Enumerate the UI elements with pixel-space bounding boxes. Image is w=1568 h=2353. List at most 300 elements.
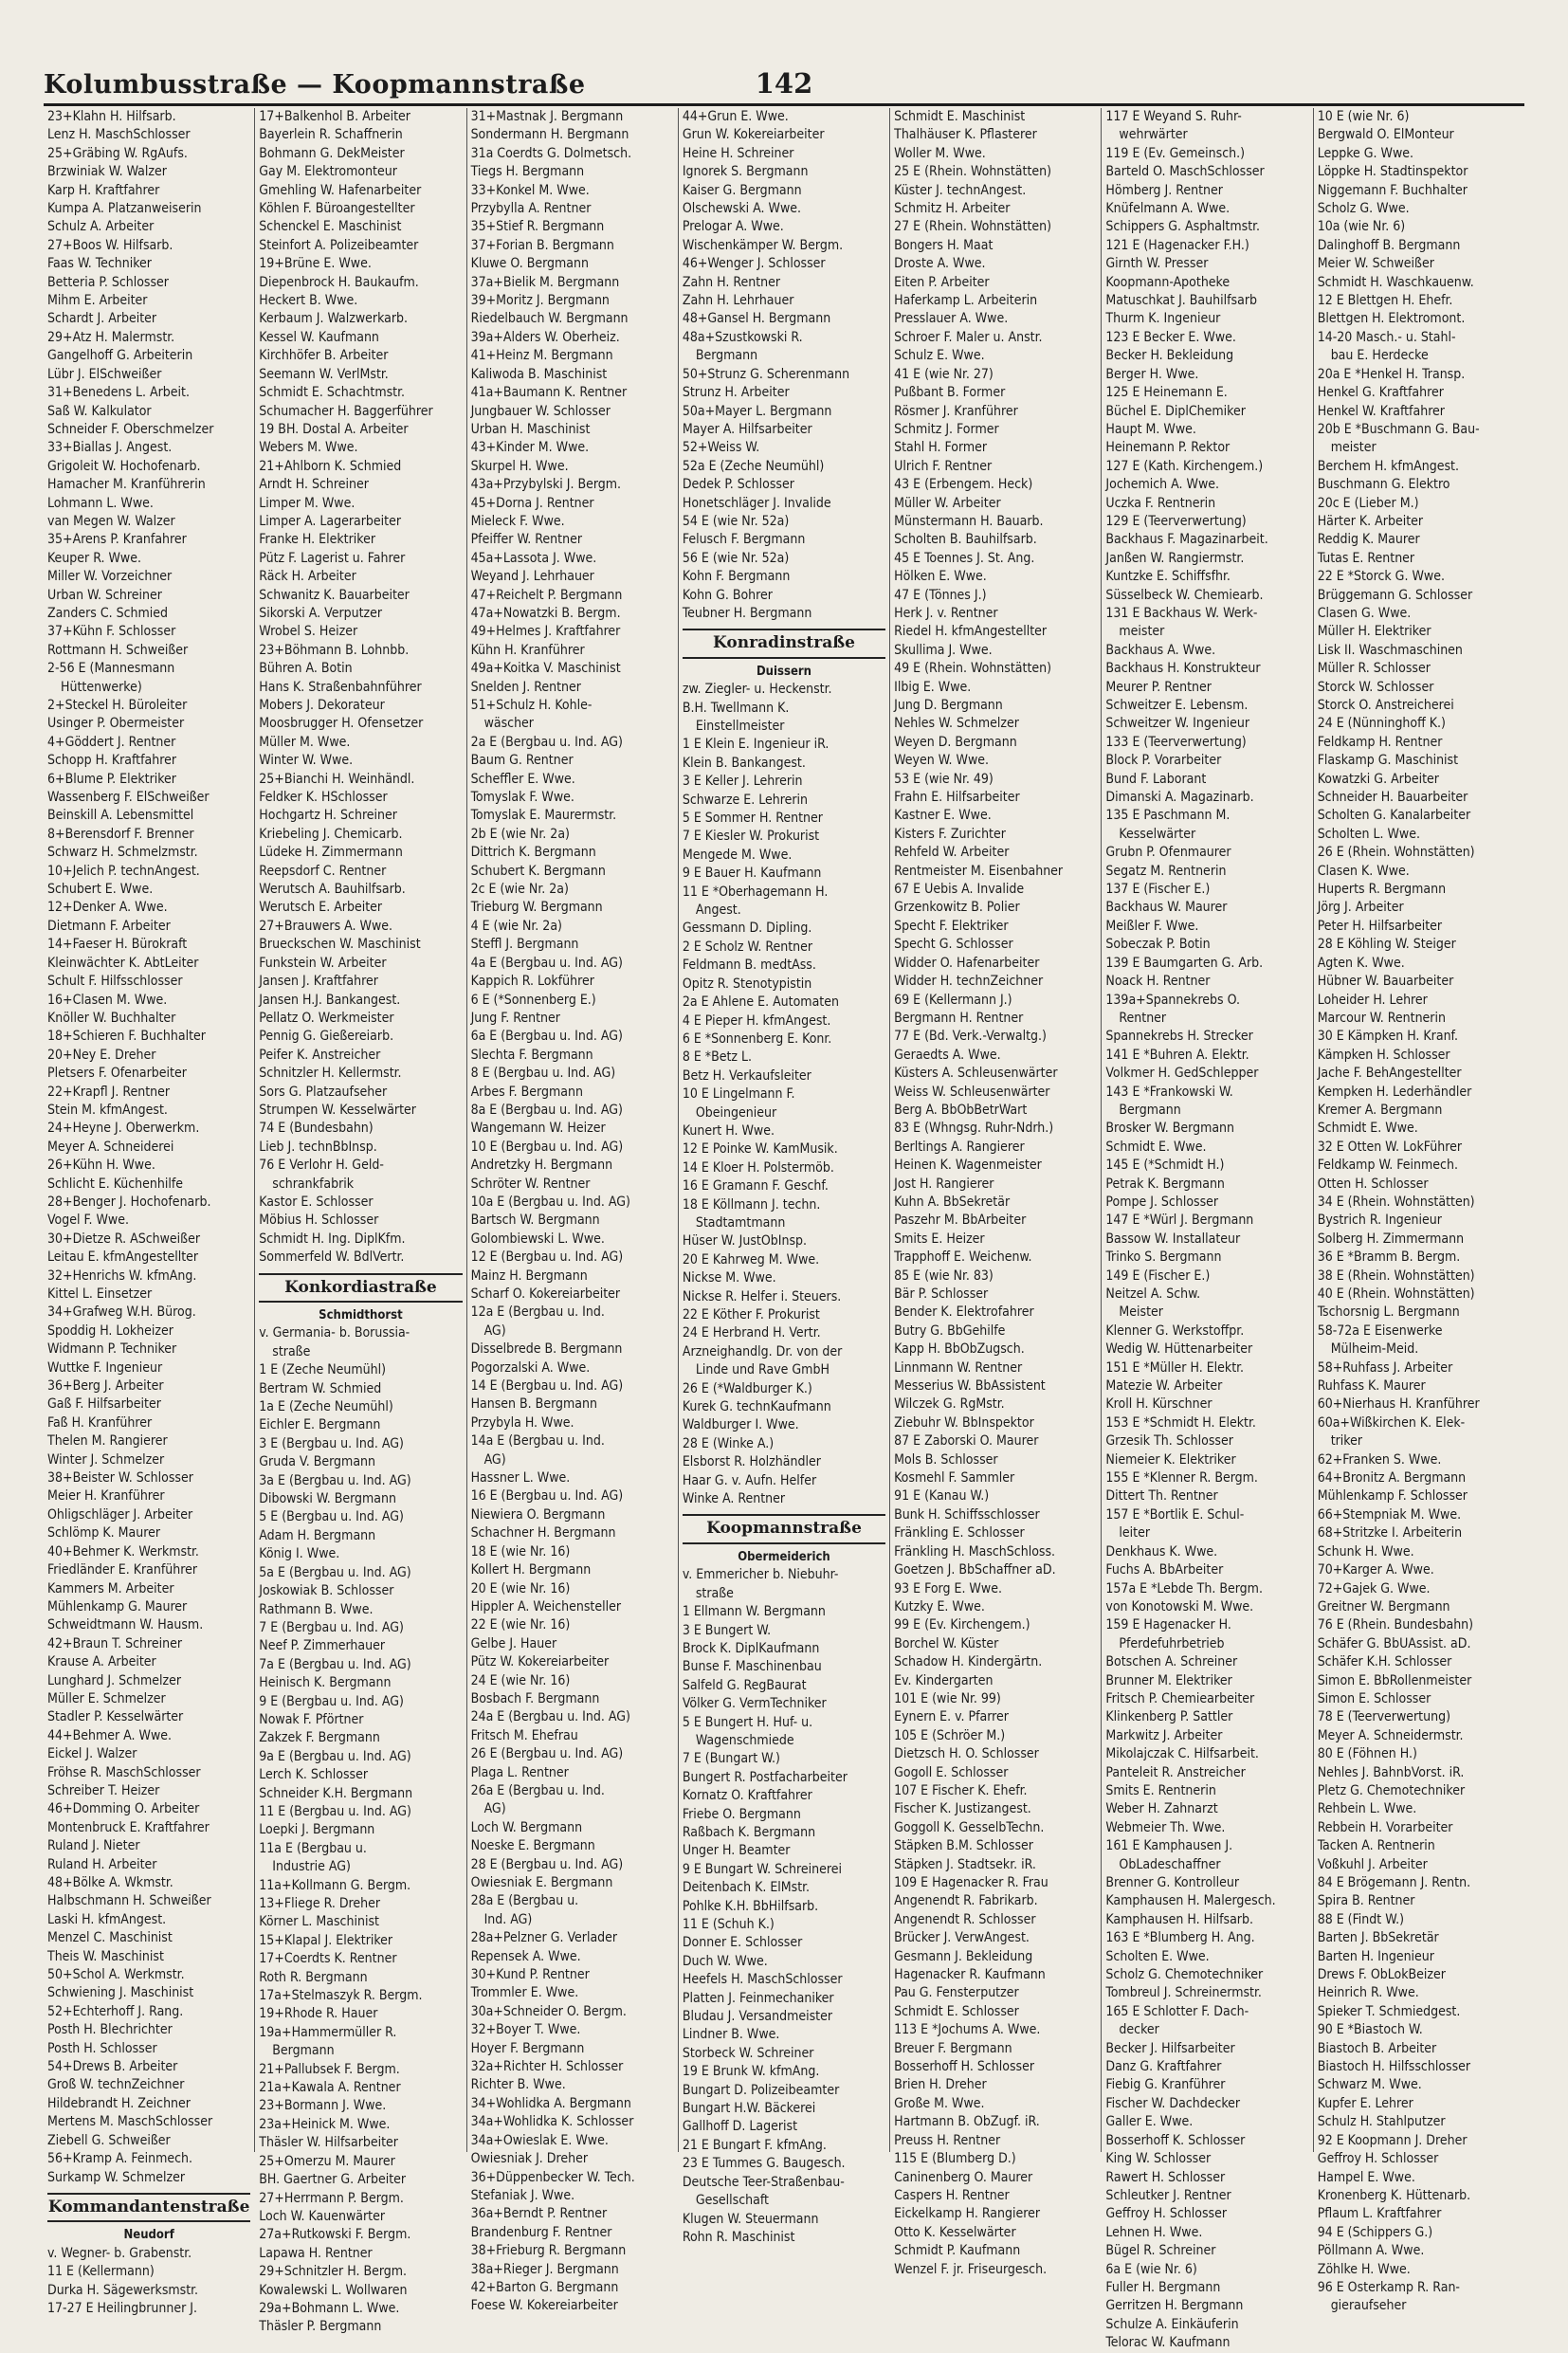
resident-entry: Schwarz H. Schmelzmstr.: [47, 845, 198, 861]
resident-entry: 60+Nierhaus H. Kranführer: [1317, 1396, 1480, 1413]
resident-entry: 109 E Hagenacker R. Frau: [894, 1875, 1048, 1890]
resident-entry: Schnitzler H. Kellermstr.: [259, 1066, 402, 1082]
resident-entry: Zöhlke H. Wwe.: [1317, 2261, 1411, 2277]
resident-entry: Skullima J. Wwe.: [894, 642, 993, 658]
resident-entry: 23a+Heinick M. Wwe.: [259, 2116, 391, 2132]
resident-entry: 23 E Tummes G. Baugesch.: [682, 2156, 846, 2172]
resident-entry: Fiebig G. Kranführer: [1105, 2077, 1226, 2093]
resident-entry: Friebe O. Bergmann: [682, 1806, 801, 1822]
resident-entry: Haferkamp L. Arbeiterin: [894, 293, 1038, 309]
resident-entry: 19 BH. Dostal A. Arbeiter: [259, 421, 409, 437]
resident-entry: Thurm K. Ingenieur: [1105, 311, 1221, 327]
resident-entry: Hildebrandt H. Zeichner: [47, 2095, 191, 2111]
resident-entry: Kohn G. Bohrer: [682, 587, 773, 603]
resident-entry: Löppke H. Stadtinspektor: [1317, 164, 1468, 180]
resident-entry: 85 E (wie Nr. 83): [894, 1268, 994, 1284]
resident-entry: Tomyslak E. Maurermstr.: [470, 808, 617, 824]
resident-entry: 31a Coerdts G. Dolmetsch.: [470, 145, 632, 161]
resident-entry: Preuss H. Rentner: [894, 2132, 1001, 2148]
resident-entry: Bender K. Elektrofahrer: [894, 1304, 1034, 1321]
resident-entry: Stäpken B.M. Schlosser: [894, 1838, 1033, 1854]
resident-entry: 29+Atz H. Malermstr.: [47, 329, 175, 345]
resident-entry: Lindner B. Wwe.: [682, 2027, 780, 2043]
resident-entry: 70+Karger A. Wwe.: [1317, 1562, 1434, 1578]
resident-entry: Tomyslak F. Wwe.: [470, 790, 574, 806]
resident-entry: 23+Böhmann B. Lohnbb.: [259, 642, 410, 658]
resident-entry: 19+Brüne E. Wwe.: [259, 256, 372, 272]
resident-entry: Biastoch H. Hilfsschlosser: [1317, 2059, 1471, 2075]
resident-entry: 27 E (Rhein. Wohnstätten): [894, 219, 1052, 235]
resident-entry: 28a E (Bergbau u.: [470, 1893, 579, 1909]
resident-entry: Stefaniak J. Wwe.: [470, 2187, 575, 2203]
resident-entry: Skurpel H. Wwe.: [470, 458, 569, 474]
resident-entry: Meißler F. Wwe.: [1105, 918, 1199, 934]
resident-entry: 11 E (Schuh K.): [682, 1917, 775, 1932]
resident-entry: Schopp H. Kraftfahrer: [47, 753, 177, 769]
resident-entry: Brenner G. Kontrolleur: [1105, 1875, 1239, 1890]
resident-entry: ObLadeschaffner: [1119, 1856, 1221, 1872]
resident-entry: Ziebell G. Schweißer: [47, 2132, 171, 2148]
resident-entry: 26+Kühn H. Wwe.: [47, 1158, 155, 1174]
resident-entry: Saß W. Kalkulator: [47, 403, 152, 419]
resident-entry: 26 E (Bergbau u. Ind. AG): [470, 1746, 624, 1762]
resident-entry: Volkmer H. GedSchlepper: [1105, 1066, 1259, 1082]
resident-entry: Backhaus F. Magazinarbeit.: [1105, 532, 1268, 548]
resident-entry: Stadler P. Kesselwärter: [47, 1709, 184, 1725]
resident-entry: Donner E. Schlosser: [682, 1935, 803, 1951]
resident-entry: 107 E Fischer K. Ehefr.: [894, 1782, 1028, 1798]
resident-entry: Slechta F. Bergmann: [470, 1047, 593, 1063]
resident-entry: 49 E (Rhein. Wohnstätten): [894, 661, 1052, 677]
resident-entry: Peter H. Hilfsarbeiter: [1317, 918, 1443, 934]
resident-entry: Surkamp W. Schmelzer: [47, 2169, 186, 2185]
resident-entry: 3a E (Bergbau u. Ind. AG): [259, 1472, 411, 1488]
resident-entry: wäscher: [483, 716, 534, 732]
resident-entry: Weyen W. Wwe.: [894, 753, 990, 769]
resident-entry: Meyer A. Schneiderei: [47, 1139, 174, 1155]
resident-entry: Funkstein W. Arbeiter: [259, 955, 387, 971]
resident-entry: Scholten E. Wwe.: [1105, 1948, 1210, 1964]
resident-entry: 157a E *Lebde Th. Bergm.: [1105, 1580, 1263, 1596]
resident-entry: Schmitz J. Former: [894, 421, 999, 437]
resident-entry: Smits E. Heizer: [894, 1231, 985, 1247]
resident-entry: 64+Bronitz A. Bergmann: [1317, 1470, 1467, 1487]
resident-entry: Marcour W. Rentnerin: [1317, 1010, 1446, 1026]
resident-entry: Sommerfeld W. BdlVertr.: [259, 1249, 405, 1266]
resident-entry: Mülheim-Meid.: [1330, 1341, 1419, 1358]
resident-entry: 3 E Bungert W.: [682, 1622, 772, 1638]
resident-entry: Bär P. Schlosser: [894, 1286, 989, 1302]
resident-entry: Hans K. Straßenbahnführer: [259, 679, 422, 695]
resident-entry: Dibowski W. Bergmann: [259, 1491, 396, 1507]
resident-entry: Zakzek F. Bergmann: [259, 1730, 380, 1746]
resident-entry: Schmidt E. Wwe.: [1105, 1139, 1207, 1155]
resident-entry: 115 E (Blumberg D.): [894, 2151, 1016, 2167]
resident-entry: Schneider H. Bauarbeiter: [1317, 790, 1468, 806]
resident-entry: 48a+Szustkowski R.: [682, 329, 803, 345]
resident-entry: 1a E (Zeche Neumühl): [259, 1399, 393, 1415]
resident-entry: Trinko S. Bergmann: [1105, 1249, 1222, 1266]
resident-entry: Barteld O. MaschSchlosser: [1105, 164, 1265, 180]
resident-entry: Baum G. Rentner: [470, 753, 574, 769]
resident-entry: meister: [1119, 624, 1165, 640]
resident-entry: Unger H. Beamter: [682, 1843, 791, 1859]
resident-entry: Loepki J. Bergmann: [259, 1822, 375, 1838]
resident-entry: Sobeczak P. Botin: [1105, 937, 1211, 953]
resident-entry: 5 E (Bergbau u. Ind. AG): [259, 1509, 404, 1525]
resident-entry: Becker J. Hilfsarbeiter: [1105, 2040, 1235, 2056]
resident-entry: Bassow W. Installateur: [1105, 1231, 1241, 1247]
resident-entry: Küsters A. Schleusenwärter: [894, 1066, 1058, 1082]
resident-entry: Jörg J. Arbeiter: [1317, 900, 1404, 916]
resident-entry: 12+Denker A. Wwe.: [47, 900, 168, 916]
column-6: [1102, 108, 1313, 2351]
resident-entry: 42+Barton G. Bergmann: [470, 2279, 619, 2295]
resident-entry: Kappich R. Lokführer: [470, 974, 594, 990]
resident-entry: Bügel R. Schreiner: [1105, 2243, 1216, 2259]
resident-entry: Elsborst R. Holzhändler: [682, 1454, 821, 1470]
resident-entry: 26 E (Rhein. Wohnstätten): [1317, 845, 1475, 861]
resident-entry: Urban H. Maschinist: [470, 421, 591, 437]
resident-entry: 4 E Pieper H. kfmAngest.: [682, 1012, 831, 1029]
resident-entry: Lohmann L. Wwe.: [47, 495, 154, 511]
resident-entry: Bühren A. Botin: [259, 661, 353, 677]
resident-entry: 14-20 Masch.- u. Stahl-: [1317, 329, 1456, 345]
resident-entry: 25+Omerzu M. Maurer: [259, 2153, 395, 2169]
resident-entry: 1 E Klein E. Ingenieur iR.: [682, 737, 830, 753]
resident-entry: Schmidt E. Maschinist: [894, 109, 1026, 124]
resident-entry: Wilczek G. RgMstr.: [894, 1396, 1005, 1413]
resident-entry: 48+Bölke A. Wkmstr.: [47, 1875, 173, 1890]
resident-entry: Bergmann: [1119, 1102, 1181, 1118]
resident-entry: Buschmann G. Elektro: [1317, 477, 1450, 493]
resident-entry: 131 E Backhaus W. Werk-: [1105, 605, 1258, 621]
resident-entry: 35+Stief R. Bergmann: [470, 219, 605, 235]
street-heading: Konradinstraße: [683, 629, 885, 658]
resident-entry: Storck W. Schlosser: [1317, 679, 1434, 695]
resident-entry: König I. Wwe.: [259, 1546, 340, 1562]
resident-entry: Schreiber T. Heizer: [47, 1782, 160, 1798]
resident-entry: Keuper R. Wwe.: [47, 550, 141, 566]
resident-entry: Opitz R. Stenotypistin: [682, 976, 812, 992]
resident-entry: 18 E (wie Nr. 16): [470, 1543, 571, 1560]
resident-entry: triker: [1330, 1433, 1363, 1450]
resident-entry: Gesellschaft: [695, 2193, 769, 2209]
resident-entry: Riedel H. kfmAngestellter: [894, 624, 1048, 640]
resident-entry: Eynern E. v. Pfarrer: [894, 1709, 1009, 1725]
resident-entry: 151 E *Müller H. Elektr.: [1105, 1359, 1245, 1376]
resident-entry: 24 E Herbrand H. Vertr.: [682, 1325, 821, 1341]
resident-entry: Müller E. Schmelzer: [47, 1690, 166, 1706]
resident-entry: Müller H. Elektriker: [1317, 624, 1431, 640]
resident-entry: Rentmeister M. Eisenbahner: [894, 863, 1064, 879]
resident-entry: Schneider K.H. Bergmann: [259, 1785, 413, 1801]
resident-entry: Kroll H. Kürschner: [1105, 1396, 1212, 1413]
resident-entry: Kerbaum J. Walzwerkarb.: [259, 311, 409, 327]
resident-entry: 90 E *Biastoch W.: [1317, 2022, 1423, 2038]
resident-entry: 87 E Zaborski O. Maurer: [894, 1433, 1039, 1450]
resident-entry: Hübner W. Bauarbeiter: [1317, 974, 1454, 990]
resident-entry: Breuer F. Bergmann: [894, 2040, 1012, 2056]
resident-entry: Stahl H. Former: [894, 440, 988, 456]
resident-entry: Lisk II. Waschmaschinen: [1317, 642, 1463, 658]
resident-entry: Hüser W. JustObInsp.: [682, 1233, 807, 1249]
resident-entry: Gallhoff D. Lagerist: [682, 2119, 798, 2135]
resident-entry: Seemann W. VerlMstr.: [259, 366, 389, 382]
resident-entry: 7 E (Bungart W.): [682, 1751, 780, 1767]
resident-entry: 21+Ahlborn K. Schmied: [259, 458, 402, 474]
resident-entry: 16+Clasen M. Wwe.: [47, 992, 168, 1008]
resident-entry: 26a E (Bergbau u. Ind.: [470, 1782, 605, 1798]
resident-entry: Solberg H. Zimmermann: [1317, 1231, 1465, 1247]
resident-entry: Berchem H. kfmAngest.: [1317, 458, 1459, 474]
resident-entry: Panteleit R. Anstreicher: [1105, 1764, 1246, 1780]
resident-entry: Wuttke F. Ingenieur: [47, 1359, 163, 1376]
resident-entry: Dimanski A. Magazinarb.: [1105, 790, 1254, 806]
resident-entry: Petrak K. Bergmann: [1105, 1176, 1225, 1192]
resident-entry: Scholz G. Wwe.: [1317, 201, 1410, 217]
resident-entry: 12 E (Bergbau u. Ind. AG): [470, 1249, 624, 1266]
resident-entry: Ev. Kindergarten: [894, 1672, 994, 1688]
resident-entry: 33+Biallas J. Angest.: [47, 440, 173, 456]
resident-entry: Weyen D. Bergmann: [894, 734, 1017, 750]
resident-entry: Strunz H. Arbeiter: [682, 385, 790, 401]
resident-entry: Schunk H. Wwe.: [1317, 1543, 1414, 1560]
resident-entry: Brücker J. VerwAngest.: [894, 1930, 1030, 1946]
resident-entry: Müller M. Wwe.: [259, 734, 351, 750]
resident-entry: Repensek A. Wwe.: [470, 1948, 581, 1964]
resident-entry: Körner L. Maschinist: [259, 1914, 379, 1930]
resident-entry: 8a E (Bergbau u. Ind. AG): [470, 1102, 623, 1118]
resident-entry: Lerch K. Schlosser: [259, 1767, 368, 1783]
resident-entry: leiter: [1119, 1525, 1151, 1541]
resident-entry: 26 E (*Waldburger K.): [682, 1380, 812, 1396]
resident-entry: 84 E Brögemann J. Rentn.: [1317, 1875, 1471, 1890]
resident-entry: Jost H. Rangierer: [894, 1176, 994, 1192]
resident-entry: Groß W. technZeichner: [47, 2077, 185, 2093]
resident-entry: Leppke G. Wwe.: [1317, 145, 1414, 161]
resident-entry: Zanders C. Schmied: [47, 605, 169, 621]
resident-entry: Schulz A. Arbeiter: [47, 219, 155, 235]
resident-entry: Räck H. Arbeiter: [259, 569, 356, 585]
resident-entry: Steffl J. Bergmann: [470, 937, 579, 953]
resident-entry: 67 E Uebis A. Invalide: [894, 882, 1025, 898]
resident-entry: Kuhn A. BbSekretär: [894, 1194, 1011, 1210]
resident-entry: Werutsch A. Bauhilfsarb.: [259, 882, 406, 898]
resident-entry: Rehfeld W. Arbeiter: [894, 845, 1010, 861]
resident-entry: Kronenberg K. Hüttenarb.: [1317, 2187, 1471, 2203]
resident-entry: Riedelbauch W. Bergmann: [470, 311, 629, 327]
resident-entry: Reddig K. Maurer: [1317, 532, 1420, 548]
resident-entry: Müller W. Arbeiter: [894, 495, 1001, 511]
resident-entry: Lapawa H. Rentner: [259, 2245, 373, 2261]
resident-entry: Spoddig H. Lokheizer: [47, 1322, 173, 1339]
resident-entry: Geffroy H. Schlosser: [1105, 2206, 1228, 2222]
resident-entry: Presslauer A. Wwe.: [894, 311, 1009, 327]
resident-entry: 10 E (wie Nr. 6): [1317, 109, 1410, 124]
resident-entry: Kastor E. Schlosser: [259, 1194, 374, 1210]
resident-entry: Mühlenkamp F. Schlosser: [1317, 1488, 1468, 1505]
resident-entry: Ruland J. Nieter: [47, 1838, 140, 1854]
resident-entry: 14 E Kloer H. Polstermöb.: [682, 1159, 834, 1176]
resident-entry: 28a+Pelzner G. Verlader: [470, 1930, 618, 1946]
resident-entry: 163 E *Blumberg H. Ang.: [1105, 1930, 1255, 1946]
resident-entry: Schmidt E. Schachtmstr.: [259, 385, 405, 401]
resident-entry: Caninenberg O. Maurer: [894, 2169, 1033, 2185]
resident-entry: Gerritzen H. Bergmann: [1105, 2298, 1244, 2314]
resident-entry: Ruhfass K. Maurer: [1317, 1378, 1426, 1395]
resident-entry: Golombiewski L. Wwe.: [470, 1231, 605, 1247]
resident-entry: Linnmann W. Rentner: [894, 1359, 1023, 1376]
resident-entry: 17+Coerdts K. Rentner: [259, 1951, 397, 1967]
street-heading: Kommandantenstraße: [47, 2193, 250, 2222]
resident-entry: Meyer A. Schneidermstr.: [1317, 1727, 1464, 1743]
resident-entry: Noeske E. Bergmann: [470, 1838, 595, 1854]
resident-entry: Pferdefuhrbetrieb: [1119, 1635, 1225, 1651]
resident-entry: 38a+Rieger J. Bergmann: [470, 2261, 619, 2277]
resident-entry: Weyand J. Lehrhauer: [470, 569, 594, 585]
resident-entry: Gelbe J. Hauer: [470, 1635, 557, 1651]
resident-entry: Hoyer F. Bergmann: [470, 2040, 585, 2056]
resident-entry: Otten H. Schlosser: [1317, 1176, 1429, 1192]
resident-entry: Härter K. Arbeiter: [1317, 513, 1424, 529]
resident-entry: Hansen B. Bergmann: [470, 1396, 597, 1413]
resident-entry: Tombreul J. Schreinermstr.: [1105, 1985, 1262, 2001]
resident-entry: Pletsers F. Ofenarbeiter: [47, 1066, 187, 1082]
resident-entry: Schlömp K. Maurer: [47, 1525, 160, 1541]
resident-entry: 27+Brauwers A. Wwe.: [259, 918, 393, 934]
resident-entry: 28 E (Winke A.): [682, 1435, 775, 1451]
resident-entry: Werutsch E. Arbeiter: [259, 900, 383, 916]
resident-entry: Jansen J. Kraftfahrer: [259, 974, 378, 990]
resident-entry: Botschen A. Schreiner: [1105, 1654, 1238, 1670]
resident-entry: Schweitzer E. Lebensm.: [1105, 698, 1249, 713]
resident-entry: Olschewski A. Wwe.: [682, 201, 802, 217]
resident-entry: Lieb J. technBbInsp.: [259, 1139, 377, 1155]
resident-entry: 38+Beister W. Schlosser: [47, 1470, 193, 1487]
resident-entry: 37a+Bielik M. Bergmann: [470, 274, 620, 290]
resident-entry: Bosserhoff K. Schlosser: [1105, 2132, 1246, 2148]
resident-entry: Brock K. DiplKaufmann: [682, 1640, 820, 1656]
resident-entry: 49+Helmes J. Kraftfahrer: [470, 624, 621, 640]
resident-entry: Schlicht E. Küchenhilfe: [47, 1176, 184, 1192]
resident-entry: Vogel F. Wwe.: [47, 1213, 129, 1229]
resident-entry: Arndt H. Schreiner: [259, 477, 369, 493]
resident-entry: Kammers M. Arbeiter: [47, 1580, 174, 1596]
resident-entry: Pogorzalski A. Wwe.: [470, 1359, 591, 1376]
resident-entry: 77 E (Bd. Verk.-Verwaltg.): [894, 1029, 1047, 1045]
resident-entry: Kastner E. Wwe.: [894, 808, 992, 824]
resident-entry: 2a E (Bergbau u. Ind. AG): [470, 734, 623, 750]
resident-entry: Gangelhoff G. Arbeiterin: [47, 348, 193, 364]
resident-entry: 56 E (wie Nr. 52a): [682, 550, 790, 566]
resident-entry: Jung F. Rentner: [470, 1010, 560, 1026]
resident-entry: 9a E (Bergbau u. Ind. AG): [259, 1748, 411, 1764]
column-7: [1314, 108, 1524, 2314]
resident-entry: Obeingenieur: [695, 1104, 777, 1121]
resident-entry: 60a+Wißkirchen K. Elek-: [1317, 1414, 1466, 1431]
resident-entry: 161 E Kamphausen J.: [1105, 1838, 1233, 1854]
resident-entry: Fränkling E. Schlosser: [894, 1525, 1025, 1541]
resident-entry: Geffroy H. Schlosser: [1317, 2151, 1439, 2167]
resident-entry: 22 E Köther F. Prokurist: [682, 1307, 820, 1322]
resident-entry: 10+Jelich P. technAngest.: [47, 863, 200, 879]
resident-entry: AG): [483, 1801, 506, 1817]
resident-entry: 7 E Kiesler W. Prokurist: [682, 829, 820, 845]
resident-entry: Scholz G. Chemotechniker: [1105, 1967, 1264, 1983]
resident-entry: 121 E (Hagenacker F.H.): [1105, 237, 1249, 253]
resident-entry: Drews F. ObLokBeizer: [1317, 1967, 1446, 1983]
resident-entry: 43+Kinder M. Wwe.: [470, 440, 590, 456]
resident-entry: Kuntzke E. Schiffsfhr.: [1105, 569, 1231, 585]
resident-entry: 149 E (Fischer E.): [1105, 1268, 1211, 1284]
resident-entry: B.H. Twellmann K.: [682, 700, 790, 716]
resident-entry: 24 E (Nünninghoff K.): [1317, 716, 1446, 732]
resident-entry: Limper A. Lagerarbeiter: [259, 513, 402, 529]
resident-entry: Schachner H. Bergmann: [470, 1525, 616, 1541]
resident-entry: Bungert R. Postfacharbeiter: [682, 1769, 848, 1785]
resident-entry: Barten J. BbSekretär: [1317, 1930, 1439, 1946]
resident-entry: Pütz W. Kokereiarbeiter: [470, 1654, 610, 1670]
resident-entry: Kohn F. Bergmann: [682, 569, 791, 585]
resident-entry: Trapphoff E. Weichenw.: [894, 1249, 1032, 1266]
resident-entry: Schwiening J. Maschinist: [47, 1985, 194, 2001]
resident-entry: Schäfer K.H. Schlosser: [1317, 1654, 1452, 1670]
resident-entry: 43 E (Erbengem. Heck): [894, 477, 1033, 493]
resident-entry: Strumpen W. Kesselwärter: [259, 1102, 416, 1118]
resident-entry: 21 E Bungart F. kfmAng.: [682, 2137, 827, 2153]
resident-entry: Schmidt H. Ing. DiplKfm.: [259, 1231, 406, 1247]
resident-entry: Meister: [1119, 1304, 1163, 1321]
resident-entry: Jochemich A. Wwe.: [1105, 477, 1220, 493]
resident-entry: Butry G. BbGehilfe: [894, 1322, 1006, 1339]
resident-entry: Linde und Rave GmbH: [695, 1362, 830, 1378]
resident-entry: Lüdeke H. Zimmermann: [259, 845, 403, 861]
resident-entry: Brosker W. Bergmann: [1105, 1121, 1235, 1137]
resident-entry: 157 E *Bortlik E. Schul-: [1105, 1506, 1245, 1523]
resident-entry: Neef P. Zimmerhauer: [259, 1638, 386, 1654]
resident-entry: Klugen W. Steuermann: [682, 2211, 819, 2227]
resident-entry: Roth R. Bergmann: [259, 1969, 368, 1985]
resident-entry: Waldburger I. Wwe.: [682, 1417, 799, 1433]
resident-entry: 34 E (Rhein. Wohnstätten): [1317, 1194, 1475, 1210]
resident-entry: 33+Konkel M. Wwe.: [470, 182, 590, 198]
resident-entry: Schult F. Hilfsschlosser: [47, 974, 183, 990]
resident-entry: Bludau J. Versandmeister: [682, 2009, 833, 2025]
resident-entry: 23+Klahn H. Hilfsarb.: [47, 109, 176, 124]
resident-entry: Fritsch M. Ehefrau: [470, 1727, 578, 1743]
resident-entry: Goggoll K. GesselbTechn.: [894, 1819, 1045, 1835]
resident-entry: 53 E (wie Nr. 49): [894, 771, 994, 787]
resident-entry: 4 E (wie Nr. 2a): [470, 918, 562, 934]
resident-entry: Pletz G. Chemotechniker: [1317, 1782, 1466, 1798]
resident-entry: Bartsch W. Bergmann: [470, 1213, 600, 1229]
resident-entry: Adam H. Bergmann: [259, 1527, 376, 1543]
resident-entry: Lenz H. MaschSchlosser: [47, 127, 191, 143]
resident-entry: 15+Klapal J. Elektriker: [259, 1932, 393, 1948]
resident-entry: BH. Gaertner G. Arbeiter: [259, 2172, 407, 2188]
resident-entry: Pompe J. Schlosser: [1105, 1194, 1219, 1210]
resident-entry: 10 E Lingelmann F.: [682, 1086, 795, 1103]
resident-entry: Heinen K. Wagenmeister: [894, 1158, 1042, 1174]
resident-entry: Dittrich K. Bergmann: [470, 845, 596, 861]
resident-entry: Heinrich R. Wwe.: [1317, 1985, 1419, 2001]
resident-entry: 9 E (Bergbau u. Ind. AG): [259, 1693, 404, 1709]
resident-entry: Kapp H. BbObZugsch.: [894, 1341, 1025, 1358]
resident-entry: Zahn H. Rentner: [682, 274, 781, 290]
page-header: [44, 63, 1524, 106]
resident-entry: zw. Ziegler- u. Heckenstr.: [682, 682, 832, 698]
